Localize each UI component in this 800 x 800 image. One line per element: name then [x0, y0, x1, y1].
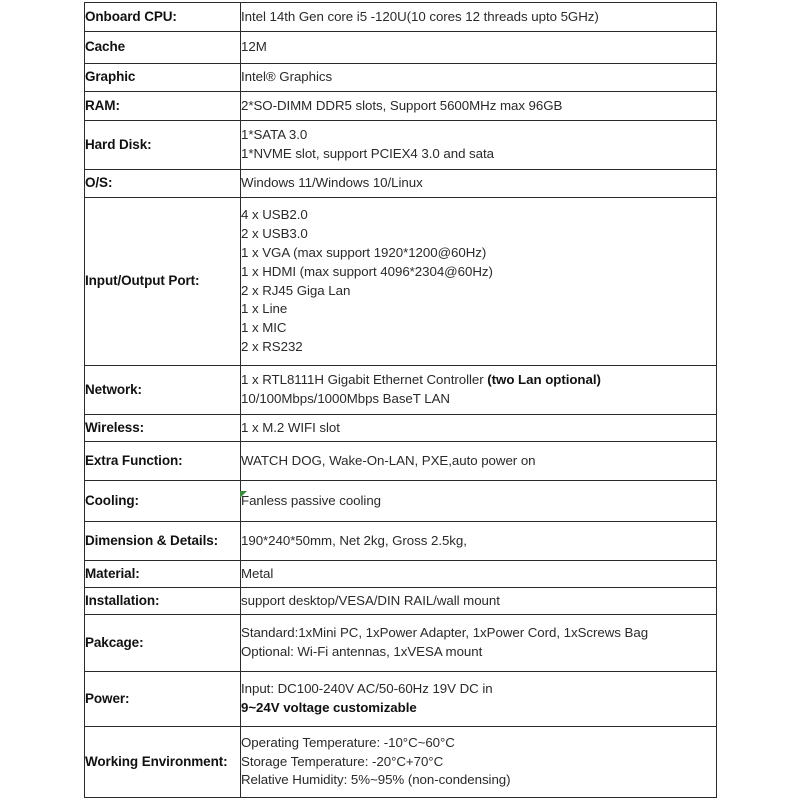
row-label-hard-disk: Hard Disk: [85, 121, 241, 170]
row-value-os [241, 170, 717, 198]
value-line: support desktop/VESA/DIN RAIL/wall mount [241, 592, 500, 608]
value-line: 1 x HDMI (max support 4096*2304@60Hz) [241, 263, 493, 279]
value-line: 10/100Mbps/1000Mbps BaseT LAN [241, 391, 450, 406]
row-value-wireless [241, 415, 717, 442]
table-row [85, 481, 717, 522]
value-text: 1 x RTL8111H Gigabit Ethernet Controller [241, 372, 488, 388]
value-line: Optional: Wi-Fi antennas, 1xVESA mount [241, 644, 483, 659]
table-row [85, 32, 717, 64]
table-row [85, 121, 717, 170]
row-label-ram: RAM: [85, 92, 241, 121]
table-row [85, 415, 717, 442]
value-line: 190*240*50mm, Net 2kg, Gross 2.5kg, [241, 532, 467, 548]
row-value-ram [241, 92, 717, 121]
value-emphasis: 9~24V voltage customizable [241, 700, 417, 715]
table-row [85, 64, 717, 92]
row-label-graphic: Graphic [85, 64, 241, 92]
value-line: Operating Temperature: -10°C~60°C [241, 734, 455, 750]
table-row [85, 561, 717, 588]
value-line: 2 x USB3.0 [241, 225, 308, 241]
row-value-extra-function [241, 442, 717, 481]
value-line: 2 x RJ45 Giga Lan [241, 282, 351, 298]
row-value-cooling [241, 481, 717, 522]
row-label-installation: Installation: [85, 588, 241, 615]
row-value-material [241, 561, 717, 588]
table-row [85, 170, 717, 198]
table-row [85, 92, 717, 121]
row-label-os: O/S: [85, 170, 241, 198]
row-value-cache [241, 32, 717, 64]
value-line [241, 371, 716, 390]
row-label-dimension-details: Dimension & Details: [85, 522, 241, 561]
value-line: Intel 14th Gen core i5 -120U(10 cores 12 threads upto 5GHz) [241, 8, 599, 24]
row-value-working-environment [241, 727, 717, 798]
table-row [85, 615, 717, 672]
value-emphasis: (two Lan optional) [487, 372, 601, 388]
value-line: Windows 11/Windows 10/Linux [241, 175, 423, 191]
row-value-graphic [241, 64, 717, 92]
value-line: 1 x VGA (max support 1920*1200@60Hz) [241, 244, 487, 260]
value-line: 2*SO-DIMM DDR5 slots, Support 5600MHz max 96GB [241, 97, 563, 113]
value-line: Intel® Graphics [241, 69, 333, 85]
table-row [85, 3, 717, 32]
value-line: 1*NVME slot, support PCIEX4 3.0 and sata [241, 146, 494, 161]
value-line: 12M [241, 39, 267, 55]
row-value-dimension-details [241, 522, 717, 561]
table-row [85, 442, 717, 481]
row-label-network: Network: [85, 366, 241, 415]
value-line: 1 x M.2 WIFI slot [241, 419, 340, 435]
table-row [85, 588, 717, 615]
value-line: Input: DC100-240V AC/50-60Hz 19V DC in [241, 681, 493, 697]
row-value-input-output-port [241, 198, 717, 366]
value-line: Fanless passive cooling [241, 492, 382, 508]
value-line: Metal [241, 565, 274, 581]
row-label-cooling: Cooling: [85, 481, 241, 522]
value-line: 1 x Line [241, 301, 288, 317]
value-line: 2 x RS232 [241, 339, 303, 355]
row-label-power: Power: [85, 672, 241, 727]
value-line: Storage Temperature: -20°C+70°C [241, 753, 444, 769]
specification-table [84, 2, 717, 798]
value-line: Standard:1xMini PC, 1xPower Adapter, 1xPower Cord, 1xScrews Bag [241, 625, 649, 641]
row-value-network [241, 366, 717, 415]
row-label-wireless: Wireless: [85, 415, 241, 442]
table-row [85, 366, 717, 415]
value-line: 4 x USB2.0 [241, 207, 308, 222]
table-row [85, 672, 717, 727]
specification-table-body [85, 3, 717, 798]
row-value-onboard-cpu [241, 3, 717, 32]
row-label-working-environment: Working Environment: [85, 727, 241, 798]
row-label-input-output-port: Input/Output Port: [85, 198, 241, 366]
value-line: 1 x MIC [241, 320, 287, 336]
row-label-cache: Cache [85, 32, 241, 64]
row-label-pakcage: Pakcage: [85, 615, 241, 672]
table-row [85, 522, 717, 561]
row-label-material: Material: [85, 561, 241, 588]
row-label-extra-function: Extra Function: [85, 442, 241, 481]
table-row [85, 727, 717, 798]
value-line [241, 699, 716, 718]
specification-table-container [84, 2, 714, 798]
value-line: WATCH DOG, Wake-On-LAN, PXE,auto power on [241, 452, 536, 468]
value-line: 1*SATA 3.0 [241, 127, 308, 143]
row-value-hard-disk [241, 121, 717, 170]
table-row [85, 198, 717, 366]
row-value-installation [241, 588, 717, 615]
row-value-power [241, 672, 717, 727]
row-value-pakcage [241, 615, 717, 672]
value-line: Relative Humidity: 5%~95% (non-condensing) [241, 772, 511, 788]
row-label-onboard-cpu: Onboard CPU: [85, 3, 241, 32]
